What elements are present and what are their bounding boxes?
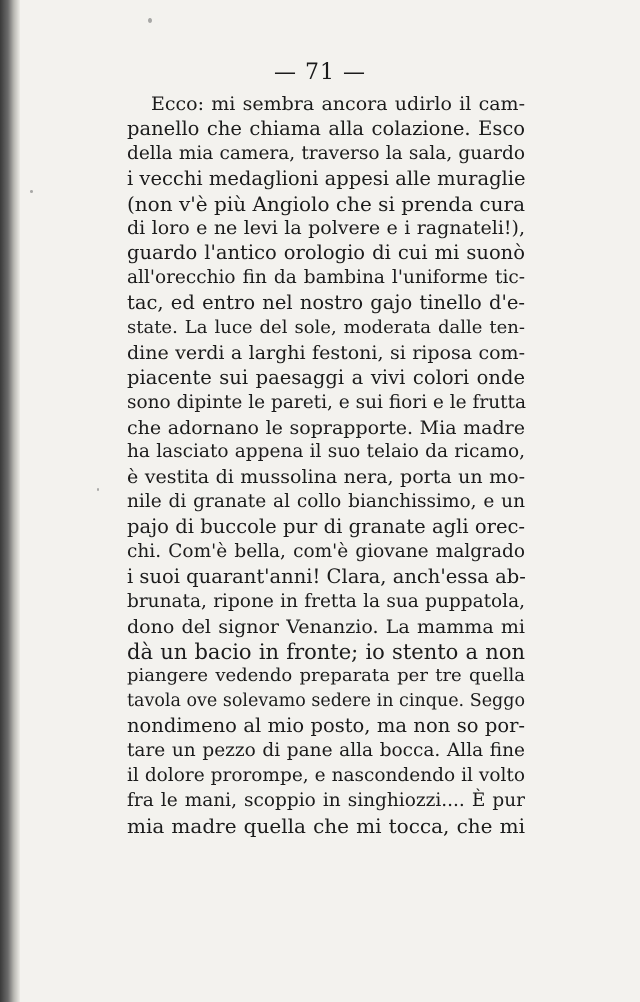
page-body-text [127, 92, 525, 839]
text-line: sono dipinte le pareti, e sui fiori e le frutta [127, 391, 527, 413]
text-line: pajo di buccole pur di granate agli orec- [127, 515, 525, 539]
text-line: brunata, ripone in fretta la sua puppatola, [127, 590, 525, 612]
text-line: all'orecchio fin da bambina l'uniforme tic- [127, 267, 525, 289]
text-line: dine verdi a larghi festoni, si riposa com- [127, 341, 525, 364]
text-line: il dolore prorompe, e nascondendo il volto [127, 765, 525, 787]
paper-speck [97, 488, 99, 491]
text-line: panello che chiama alla colazione. Esco [127, 116, 525, 140]
text-line: piangere vedendo preparata per tre quella [127, 665, 525, 687]
text-line: è vestita di mussolina nera, porta un mo- [127, 466, 525, 489]
text-line: tac, ed entro nel nostro gajo tinello d'e- [127, 291, 525, 315]
text-line: fra le mani, scoppio in singhiozzi.... È pur [127, 789, 525, 811]
text-line: i suoi quarant'anni! Clara, anch'essa ab- [127, 564, 526, 588]
paper-speck [148, 18, 152, 23]
text-line: dono del signor Venanzio. La mamma mi [127, 615, 525, 638]
book-spine-shadow [0, 0, 20, 1002]
text-line: della mia camera, traverso la sala, guardo [127, 142, 525, 164]
text-line: mia madre quella che mi tocca, che mi [127, 813, 525, 838]
text-line: ha lasciato appena il suo telaio da ricamo, [127, 441, 525, 463]
text-line: nile di granate al collo bianchissimo, e un [127, 491, 525, 513]
text-line: guardo l'antico orologio di cui mi suonò [127, 241, 525, 265]
text-line: state. La luce del sole, moderata dalle ten- [127, 317, 525, 339]
text-line: tavola ove solevamo sedere in cinque. Seggo [127, 691, 525, 712]
text-line: (non v'è più Angiolo che si prenda cura [127, 191, 525, 216]
text-line: chi. Com'è bella, com'è giovane malgrado [127, 541, 525, 563]
text-line: piacente sui paesaggi a vivi colori onde [127, 365, 525, 389]
text-line: Ecco: mi sembra ancora udirlo il cam- [151, 93, 525, 115]
paper-speck [30, 190, 33, 193]
text-line: tare un pezzo di pane alla bocca. Alla fine [127, 740, 525, 762]
text-line: i vecchi medaglioni appesi alle muraglie [127, 166, 526, 190]
text-line: nondimeno al mio posto, ma non so por- [127, 714, 525, 738]
text-line: dà un bacio in fronte; io stento a non [127, 639, 525, 664]
page-number: — 71 — [274, 60, 366, 85]
text-line: che adornano le soprapporte. Mia madre [127, 416, 525, 439]
text-line: di loro e ne levi la polvere e i ragnateli!), [127, 217, 525, 240]
